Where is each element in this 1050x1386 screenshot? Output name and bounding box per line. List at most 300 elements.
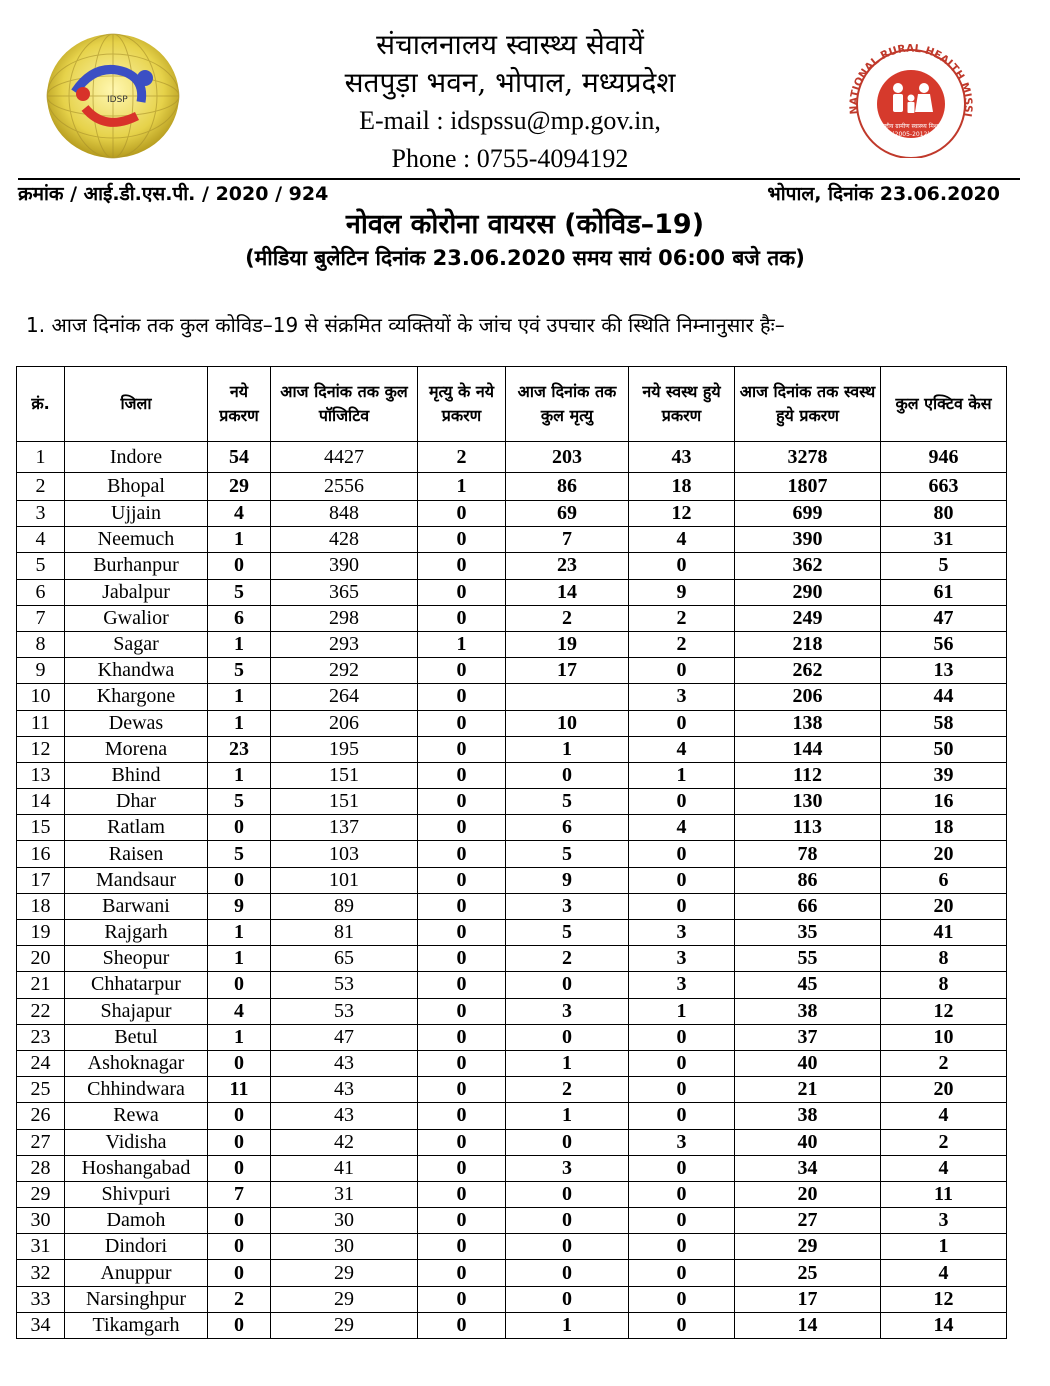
svg-text:(2005-2012): (2005-2012) [892,131,930,138]
cell-active-cases: 47 [881,605,1007,631]
cell-total-positive: 81 [271,920,418,946]
cell-new-cases: 7 [208,1181,271,1207]
table-row [17,1286,1007,1312]
table-header-row [17,367,1007,442]
cell-total-recovered: 37 [735,1024,881,1050]
cell-active-cases: 61 [881,579,1007,605]
cell-serial: 23 [17,1024,65,1050]
cell-district: Vidisha [65,1129,208,1155]
cell-district: Hoshangabad [65,1155,208,1181]
cell-new-recovered: 12 [629,501,735,527]
cell-active-cases: 2 [881,1050,1007,1076]
cell-district: Neemuch [65,527,208,553]
cell-new-deaths: 0 [418,920,506,946]
cell-serial: 10 [17,684,65,710]
svg-text:IDSP: IDSP [107,95,128,105]
cell-new-cases: 1 [208,762,271,788]
cell-total-deaths: 69 [506,501,629,527]
cell-active-cases: 4 [881,1155,1007,1181]
cell-total-recovered: 3278 [735,442,881,473]
header-serial: क्रं. [17,367,65,442]
cell-district: Burhanpur [65,553,208,579]
cell-serial: 13 [17,762,65,788]
cell-total-recovered: 86 [735,867,881,893]
cell-new-cases: 0 [208,867,271,893]
cell-district: Chhindwara [65,1077,208,1103]
cell-new-cases: 9 [208,893,271,919]
cell-total-recovered: 40 [735,1050,881,1076]
cell-total-recovered: 38 [735,998,881,1024]
cell-total-deaths: 0 [506,1208,629,1234]
cell-active-cases: 20 [881,841,1007,867]
cell-district: Jabalpur [65,579,208,605]
cell-new-cases: 1 [208,710,271,736]
cell-new-recovered: 2 [629,605,735,631]
cell-new-deaths: 0 [418,1077,506,1103]
cell-district: Dindori [65,1234,208,1260]
cell-total-deaths: 7 [506,527,629,553]
cell-new-recovered: 0 [629,867,735,893]
cell-new-cases: 1 [208,946,271,972]
header-new-deaths: मृत्यु के नये प्रकरण [418,367,506,442]
cell-total-recovered: 206 [735,684,881,710]
cell-total-deaths: 17 [506,658,629,684]
cell-total-positive: 103 [271,841,418,867]
cell-total-positive: 42 [271,1129,418,1155]
cell-total-deaths: 0 [506,762,629,788]
table-row [17,972,1007,998]
table-row [17,473,1007,501]
cell-total-positive: 195 [271,736,418,762]
cell-serial: 7 [17,605,65,631]
cell-district: Betul [65,1024,208,1050]
cell-active-cases: 58 [881,710,1007,736]
cell-active-cases: 44 [881,684,1007,710]
cell-district: Rajgarh [65,920,208,946]
table-row [17,1312,1007,1338]
cell-new-cases: 1 [208,631,271,657]
cell-district: Sheopur [65,946,208,972]
cell-new-cases: 0 [208,972,271,998]
cell-new-deaths: 0 [418,1208,506,1234]
cell-new-cases: 54 [208,442,271,473]
cell-new-deaths: 0 [418,710,506,736]
cell-total-positive: 2556 [271,473,418,501]
cell-new-deaths: 0 [418,553,506,579]
cell-new-cases: 6 [208,605,271,631]
cell-new-recovered: 0 [629,1286,735,1312]
cell-new-deaths: 1 [418,473,506,501]
cell-active-cases: 14 [881,1312,1007,1338]
cell-total-positive: 30 [271,1234,418,1260]
cell-new-recovered: 0 [629,893,735,919]
cell-total-positive: 848 [271,501,418,527]
cell-new-recovered: 0 [629,1312,735,1338]
intro-paragraph: 1. आज दिनांक तक कुल कोविड–19 से संक्रमित व्यक्तियों के जांच एवं उपचार की स्थिति निम्नानुसार हैः– [26,313,785,337]
nrhm-logo [838,40,984,158]
cell-total-deaths: 2 [506,605,629,631]
cell-new-recovered: 0 [629,1103,735,1129]
cell-active-cases: 12 [881,998,1007,1024]
cell-district: Gwalior [65,605,208,631]
cell-total-deaths: 0 [506,1286,629,1312]
cell-new-deaths: 1 [418,631,506,657]
cell-new-recovered: 3 [629,972,735,998]
cell-serial: 31 [17,1234,65,1260]
cell-new-recovered: 0 [629,1234,735,1260]
cell-active-cases: 8 [881,946,1007,972]
header-district: जिला [65,367,208,442]
table-row [17,1208,1007,1234]
cell-active-cases: 31 [881,527,1007,553]
cell-total-recovered: 29 [735,1234,881,1260]
cell-total-recovered: 66 [735,893,881,919]
cell-active-cases: 16 [881,789,1007,815]
cell-active-cases: 41 [881,920,1007,946]
cell-district: Chhatarpur [65,972,208,998]
cell-new-recovered: 0 [629,1024,735,1050]
cell-serial: 28 [17,1155,65,1181]
cell-total-deaths [506,684,629,710]
cell-total-deaths: 19 [506,631,629,657]
cell-new-deaths: 0 [418,998,506,1024]
cell-total-recovered: 78 [735,841,881,867]
cell-new-cases: 5 [208,579,271,605]
cell-active-cases: 12 [881,1286,1007,1312]
cell-total-deaths: 2 [506,1077,629,1103]
cell-active-cases: 3 [881,1208,1007,1234]
cell-total-positive: 390 [271,553,418,579]
cell-district: Khandwa [65,658,208,684]
cell-total-recovered: 14 [735,1312,881,1338]
svg-text:NATIONAL RURAL HEALTH MISSION: NATIONAL RURAL HEALTH MISSI [847,42,975,118]
cell-new-deaths: 0 [418,684,506,710]
cell-total-positive: 101 [271,867,418,893]
cell-total-positive: 29 [271,1260,418,1286]
cell-total-positive: 292 [271,658,418,684]
cell-total-positive: 89 [271,893,418,919]
cell-new-deaths: 0 [418,527,506,553]
cell-new-deaths: 0 [418,893,506,919]
cell-new-deaths: 0 [418,1312,506,1338]
cell-serial: 22 [17,998,65,1024]
cell-total-recovered: 45 [735,972,881,998]
cell-total-recovered: 130 [735,789,881,815]
cell-serial: 27 [17,1129,65,1155]
cell-total-positive: 30 [271,1208,418,1234]
cell-serial: 8 [17,631,65,657]
cell-total-positive: 43 [271,1077,418,1103]
cell-active-cases: 5 [881,553,1007,579]
cell-new-deaths: 0 [418,579,506,605]
header-new-recovered: नये स्वस्थ हुये प्रकरण [629,367,735,442]
cell-new-deaths: 2 [418,442,506,473]
cell-new-deaths: 0 [418,972,506,998]
cell-serial: 29 [17,1181,65,1207]
cell-new-recovered: 0 [629,1077,735,1103]
cell-total-recovered: 249 [735,605,881,631]
cell-district: Mandsaur [65,867,208,893]
cell-total-positive: 53 [271,972,418,998]
cell-serial: 16 [17,841,65,867]
cell-active-cases: 18 [881,815,1007,841]
bulletin-title: नोवल कोरोना वायरस (कोविड–19) [345,209,705,240]
cell-total-recovered: 699 [735,501,881,527]
cell-district: Dhar [65,789,208,815]
cell-new-deaths: 0 [418,605,506,631]
cell-serial: 5 [17,553,65,579]
cell-active-cases: 1 [881,1234,1007,1260]
cell-total-deaths: 9 [506,867,629,893]
table-row [17,1234,1007,1260]
cell-district: Shivpuri [65,1181,208,1207]
cell-total-recovered: 40 [735,1129,881,1155]
table-row [17,867,1007,893]
cell-new-recovered: 0 [629,553,735,579]
table-row [17,658,1007,684]
cell-total-positive: 43 [271,1050,418,1076]
cell-active-cases: 56 [881,631,1007,657]
cell-new-recovered: 1 [629,762,735,788]
table-row [17,998,1007,1024]
cell-total-deaths: 5 [506,920,629,946]
cell-new-deaths: 0 [418,1024,506,1050]
cell-new-cases: 11 [208,1077,271,1103]
cell-new-cases: 0 [208,1234,271,1260]
table-row [17,946,1007,972]
cell-total-deaths: 0 [506,1024,629,1050]
cell-active-cases: 8 [881,972,1007,998]
cell-total-recovered: 25 [735,1260,881,1286]
cell-total-recovered: 27 [735,1208,881,1234]
header-total-recovered: आज दिनांक तक स्वस्थ हुये प्रकरण [735,367,881,442]
cell-new-recovered: 4 [629,736,735,762]
cell-district: Bhopal [65,473,208,501]
idsp-logo [45,32,181,160]
cell-total-deaths: 3 [506,893,629,919]
cell-new-cases: 0 [208,1129,271,1155]
cell-serial: 33 [17,1286,65,1312]
cell-total-deaths: 203 [506,442,629,473]
cell-total-positive: 428 [271,527,418,553]
cell-serial: 11 [17,710,65,736]
cell-total-deaths: 0 [506,1234,629,1260]
cell-serial: 20 [17,946,65,972]
cell-total-positive: 53 [271,998,418,1024]
cell-serial: 15 [17,815,65,841]
cell-district: Shajapur [65,998,208,1024]
cell-total-recovered: 34 [735,1155,881,1181]
table-row [17,762,1007,788]
cell-new-deaths: 0 [418,736,506,762]
cell-active-cases: 80 [881,501,1007,527]
cell-total-positive: 151 [271,789,418,815]
cell-active-cases: 11 [881,1181,1007,1207]
cell-total-positive: 31 [271,1181,418,1207]
cell-district: Ashoknagar [65,1050,208,1076]
cell-total-positive: 4427 [271,442,418,473]
cell-new-cases: 0 [208,1312,271,1338]
cell-total-recovered: 262 [735,658,881,684]
cell-new-recovered: 0 [629,1181,735,1207]
cell-serial: 3 [17,501,65,527]
cell-new-recovered: 3 [629,1129,735,1155]
cell-district: Khargone [65,684,208,710]
cell-new-deaths: 0 [418,1260,506,1286]
table-row [17,1181,1007,1207]
cell-new-deaths: 0 [418,946,506,972]
cell-total-positive: 29 [271,1286,418,1312]
cell-new-deaths: 0 [418,1286,506,1312]
cell-active-cases: 663 [881,473,1007,501]
cell-total-deaths: 0 [506,1181,629,1207]
cell-serial: 17 [17,867,65,893]
cell-total-recovered: 21 [735,1077,881,1103]
cell-new-cases: 1 [208,1024,271,1050]
table-row [17,684,1007,710]
cell-total-deaths: 1 [506,1103,629,1129]
cell-new-cases: 1 [208,920,271,946]
cell-active-cases: 2 [881,1129,1007,1155]
cell-district: Barwani [65,893,208,919]
cell-total-recovered: 38 [735,1103,881,1129]
cell-new-deaths: 0 [418,841,506,867]
cell-total-positive: 264 [271,684,418,710]
table-row [17,501,1007,527]
cell-total-deaths: 0 [506,1260,629,1286]
table-body [17,442,1007,1339]
cell-total-positive: 151 [271,762,418,788]
table-row [17,710,1007,736]
table-row [17,1050,1007,1076]
table-row [17,815,1007,841]
cell-new-cases: 0 [208,1260,271,1286]
cell-new-deaths: 0 [418,501,506,527]
cell-serial: 18 [17,893,65,919]
cell-total-deaths: 1 [506,1050,629,1076]
cell-district: Dewas [65,710,208,736]
cell-active-cases: 4 [881,1103,1007,1129]
cell-new-recovered: 0 [629,1208,735,1234]
cell-total-recovered: 17 [735,1286,881,1312]
table-row [17,1155,1007,1181]
cell-total-deaths: 2 [506,946,629,972]
cell-district: Indore [65,442,208,473]
cell-new-cases: 5 [208,789,271,815]
cell-total-recovered: 55 [735,946,881,972]
cell-total-recovered: 390 [735,527,881,553]
cell-total-deaths: 1 [506,736,629,762]
cell-serial: 1 [17,442,65,473]
cell-active-cases: 20 [881,893,1007,919]
cell-serial: 9 [17,658,65,684]
cell-district: Morena [65,736,208,762]
cell-total-deaths: 5 [506,841,629,867]
table-row [17,1077,1007,1103]
cell-total-recovered: 113 [735,815,881,841]
cell-new-cases: 5 [208,841,271,867]
cell-serial: 30 [17,1208,65,1234]
table-row [17,841,1007,867]
cell-total-recovered: 112 [735,762,881,788]
cell-new-cases: 4 [208,998,271,1024]
table-row [17,1103,1007,1129]
cell-total-deaths: 1 [506,1312,629,1338]
cell-new-cases: 1 [208,684,271,710]
table-row [17,605,1007,631]
cell-total-recovered: 1807 [735,473,881,501]
cell-district: Bhind [65,762,208,788]
cell-total-deaths: 14 [506,579,629,605]
cell-new-cases: 0 [208,1155,271,1181]
cell-new-recovered: 3 [629,920,735,946]
cell-new-cases: 29 [208,473,271,501]
cell-district: Damoh [65,1208,208,1234]
table-row [17,920,1007,946]
phone-line: Phone : 0755-4094192 [391,144,629,173]
cell-new-recovered: 0 [629,658,735,684]
table-row [17,1129,1007,1155]
cell-new-recovered: 3 [629,684,735,710]
table-row [17,553,1007,579]
cell-new-cases: 0 [208,553,271,579]
cell-total-deaths: 0 [506,1129,629,1155]
cell-total-positive: 47 [271,1024,418,1050]
svg-text:राष्ट्रीय ग्रामीण स्वास्थ्य मि: राष्ट्रीय ग्रामीण स्वास्थ्य मिशन [880,123,942,130]
cell-total-deaths: 6 [506,815,629,841]
cell-serial: 26 [17,1103,65,1129]
cell-active-cases: 6 [881,867,1007,893]
directorate-address: सतपुड़ा भवन, भोपाल, मध्यप्रदेश [344,66,676,99]
cell-total-recovered: 362 [735,553,881,579]
cell-serial: 21 [17,972,65,998]
cell-district: Tikamgarh [65,1312,208,1338]
table-row [17,893,1007,919]
cell-new-cases: 0 [208,1050,271,1076]
cell-new-deaths: 0 [418,1234,506,1260]
cell-new-recovered: 18 [629,473,735,501]
cell-new-deaths: 0 [418,1181,506,1207]
cell-new-recovered: 1 [629,998,735,1024]
cell-serial: 24 [17,1050,65,1076]
cell-total-deaths: 10 [506,710,629,736]
cell-total-deaths: 3 [506,1155,629,1181]
cell-new-deaths: 0 [418,867,506,893]
issue-date: भोपाल, दिनांक 23.06.2020 [767,183,1000,205]
cell-new-cases: 0 [208,1103,271,1129]
header-total-positive: आज दिनांक तक कुल पॉजिटिव [271,367,418,442]
cell-district: Narsinghpur [65,1286,208,1312]
table-row [17,736,1007,762]
cell-active-cases: 4 [881,1260,1007,1286]
cell-new-deaths: 0 [418,658,506,684]
header-divider [18,178,1020,180]
cell-serial: 34 [17,1312,65,1338]
cell-district: Rewa [65,1103,208,1129]
cell-new-recovered: 4 [629,527,735,553]
cell-new-cases: 23 [208,736,271,762]
header-new-cases: नये प्रकरण [208,367,271,442]
cell-new-recovered: 0 [629,1155,735,1181]
cell-active-cases: 10 [881,1024,1007,1050]
cell-serial: 2 [17,473,65,501]
cell-serial: 14 [17,789,65,815]
cell-total-positive: 206 [271,710,418,736]
cell-new-cases: 0 [208,1208,271,1234]
bulletin-subtitle: (मीडिया बुलेटिन दिनांक 23.06.2020 समय सायं 06:00 बजे तक) [245,246,805,270]
cell-total-positive: 43 [271,1103,418,1129]
district-status-table [16,366,1007,1339]
